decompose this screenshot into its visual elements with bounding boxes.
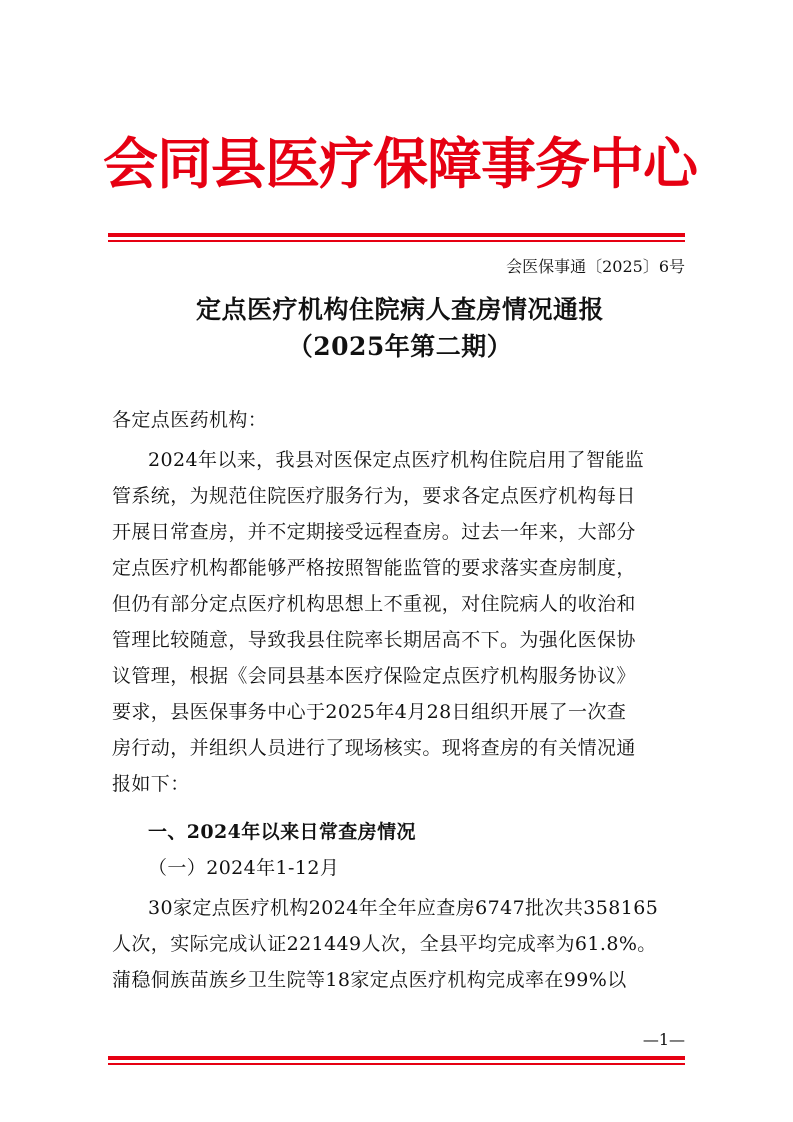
header-rule-thick (108, 233, 685, 237)
paragraph-line: 开展日常查房，并不定期接受远程查房。过去一年来，大部分 (112, 521, 636, 543)
paragraph-line: 议管理，根据《会同县基本医疗保险定点医疗机构服务协议》 (112, 665, 636, 687)
paragraph-line: 蒲稳侗族苗族乡卫生院等18家定点医疗机构完成率在99%以 (112, 969, 627, 991)
salutation: 各定点医药机构： (112, 409, 268, 431)
header-rule-thin (108, 240, 685, 242)
document-number: 会医保事通〔2025〕6号 (506, 257, 685, 276)
paragraph-line: 管理比较随意，导致我县住院率长期居高不下。为强化医保协 (112, 629, 636, 651)
subsection-heading: （一）2024年1-12月 (148, 857, 340, 879)
footer-rule-thick (108, 1056, 685, 1060)
paragraph-line: 2024年以来，我县对医保定点医疗机构住院启用了智能监 (148, 449, 645, 471)
paragraph-line: 管系统，为规范住院医疗服务行为，要求各定点医疗机构每日 (112, 485, 636, 507)
footer-rule-thin (108, 1063, 685, 1065)
section-heading: 一、2024年以来日常查房情况 (148, 821, 416, 843)
document-title: 定点医疗机构住院病人查房情况通报 (195, 295, 604, 324)
paragraph-line: 房行动，并组织人员进行了现场核实。现将查房的有关情况通 (112, 737, 636, 759)
paragraph-line: 定点医疗机构都能够严格按照智能监管的要求落实查房制度， (112, 557, 636, 579)
org-header-title: 会同县医疗保障事务中心 (102, 131, 697, 196)
page-number: —1— (642, 1030, 685, 1049)
document-subtitle: （2025年第二期） (287, 332, 513, 361)
paragraph-line: 报如下： (112, 773, 190, 795)
paragraph-line: 人次，实际完成认证221449人次，全县平均完成率为61.8%。 (112, 933, 657, 955)
paragraph-line: 但仍有部分定点医疗机构思想上不重视，对住院病人的收治和 (112, 593, 636, 615)
paragraph-line: 30家定点医疗机构2024年全年应查房6747批次共358165 (148, 897, 659, 919)
paragraph-line: 要求，县医保事务中心于2025年4月28日组织开展了一次查 (112, 701, 627, 723)
